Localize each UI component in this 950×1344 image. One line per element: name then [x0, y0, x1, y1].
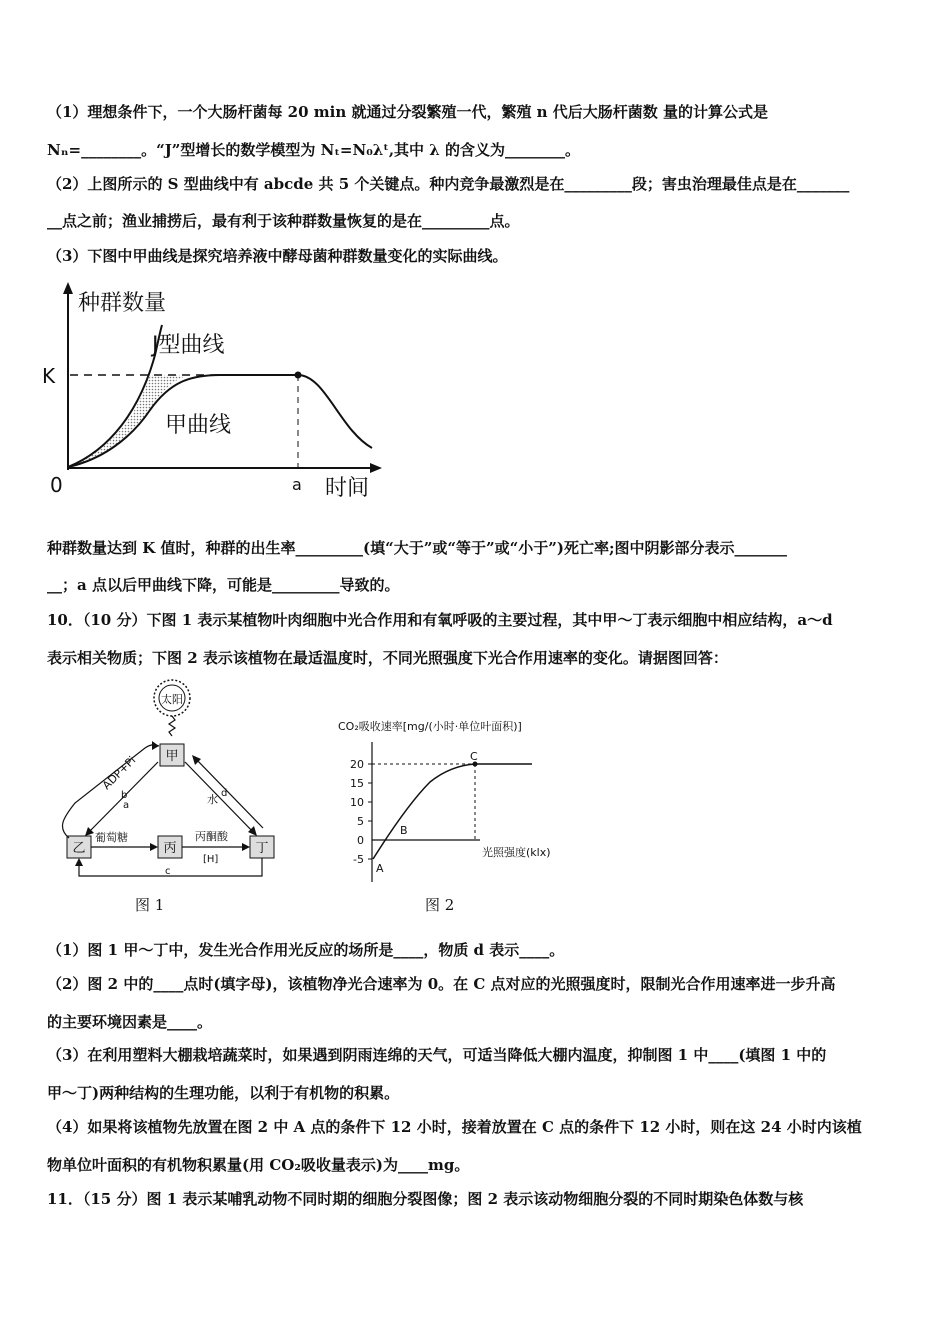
label-pyruvate: 丙酮酸	[195, 830, 228, 843]
graph1-k-label: K	[42, 364, 56, 388]
q9-part3-line: （3）下图中甲曲线是探究培养液中酵母菌种群数量变化的实际曲线。	[47, 247, 508, 265]
fig2-point-b: B	[400, 824, 408, 837]
fig2-xlabel: 光照强度(klx)	[482, 846, 551, 859]
population-growth-graph	[40, 280, 400, 510]
arrowhead-adp	[152, 741, 159, 750]
light-response-graph	[320, 712, 580, 892]
cell-process-diagram	[55, 678, 295, 893]
q10-part2-line2: 的主要环境因素是____。	[47, 1013, 213, 1031]
q10-intro-line1: 10．（10 分）下图 1 表示某植物叶肉细胞中光合作用和有氧呼吸的主要过程，其中甲～丁表示细胞中相应结构，a～d	[47, 611, 833, 629]
q10-part3-line1: （3）在利用塑料大棚栽培蔬菜时，如果遇到阴雨连绵的天气，可适当降低大棚内温度，抑制图 1 中____(填图 1 中的	[47, 1046, 827, 1064]
fig2-caption: 图 2	[425, 896, 455, 914]
arrow-c-path	[79, 858, 262, 876]
fig2-curve	[373, 764, 532, 859]
tick-10: 10	[350, 796, 364, 809]
fig2-ylabel: CO₂吸收速率[mg/(小时·单位叶面积)]	[338, 720, 522, 733]
q10-part2-line1: （2）图 2 中的____点时(填字母)，该植物净光合速率为 0。在 C 点对应的光照强度时，限制光合作用速率进一步升高	[47, 975, 836, 993]
label-water: 水	[207, 793, 218, 806]
box-jia-label: 甲	[165, 749, 179, 764]
q10-part4-line1: （4）如果将该植物先放置在图 2 中 A 点的条件下 12 小时，接着放置在 C 点的条件下 12 小时，则在这 24 小时内该植	[47, 1118, 862, 1136]
fig2-point-c: C	[470, 750, 478, 763]
arrowhead-yi-to-bing	[150, 843, 158, 851]
label-h: [H]	[203, 854, 219, 865]
fig1-caption: 图 1	[135, 896, 165, 914]
q9-part1-line1: （1）理想条件下，一个大肠杆菌每 20 min 就通过分裂繁殖一代，繁殖 n 代后大肠杆菌数 量的计算公式是	[47, 103, 769, 121]
q10-part4-line2: 物单位叶面积的有机物积累量(用 CO₂吸收量表示)为____mg。	[47, 1156, 470, 1174]
box-ding-label: 丁	[255, 841, 269, 856]
y-axis-arrow-icon	[63, 282, 73, 294]
arrow-jia-to-ding	[185, 762, 255, 834]
label-c: c	[165, 866, 171, 877]
graph1-origin: 0	[50, 473, 63, 497]
box-bing-label: 丙	[163, 841, 177, 856]
fig2-ticks	[368, 764, 372, 859]
light-zigzag-icon	[169, 716, 175, 736]
jia-curve-label: 甲曲线	[165, 413, 232, 438]
sun-label: 太阳	[161, 693, 183, 706]
a-point-marker	[295, 372, 302, 379]
j-curve-label: J型曲线	[152, 333, 225, 358]
arrowhead-bing-to-ding	[242, 843, 250, 851]
q9-part3-question-line2: __；a 点以后甲曲线下降，可能是_________导致的。	[47, 576, 400, 594]
box-yi-label: 乙	[72, 841, 86, 856]
label-a: a	[123, 800, 130, 811]
graph1-a-label: a	[292, 475, 302, 494]
label-b: b	[121, 790, 128, 801]
q10-part1: （1）图 1 甲～丁中，发生光合作用光反应的场所是____，物质 d 表示____。	[47, 941, 565, 959]
fig2-point-a: A	[376, 862, 384, 875]
q11-intro: 11．（15 分）图 1 表示某哺乳动物不同时期的细胞分裂图像；图 2 表示该动物细胞分裂的不同时期染色体数与核	[47, 1190, 804, 1208]
q10-intro-line2: 表示相关物质；下图 2 表示该植物在最适温度时，不同光照强度下光合作用速率的变化。请据图回答：	[47, 649, 728, 667]
graph1-xlabel: 时间	[325, 476, 370, 501]
arrow-ding-to-jia	[195, 758, 263, 828]
label-d: d	[221, 788, 228, 799]
q9-part1-line2: Nₙ=________。“J”型增长的数学模型为 Nₜ=N₀λᵗ,其中 λ 的含义为________。	[47, 141, 581, 159]
arrowhead-c	[75, 858, 83, 866]
graph1-ylabel: 种群数量	[78, 291, 167, 316]
q9-part3-question-line1: 种群数量达到 K 值时，种群的出生率_________(填“大于”或“等于”或“小于”)死亡率;图中阴影部分表示_______	[47, 539, 787, 557]
label-glucose: 葡萄糖	[95, 831, 128, 844]
tick-15: 15	[350, 777, 364, 790]
arrow-adp-outer	[62, 745, 159, 838]
label-adp: ADP+Pi	[99, 753, 139, 793]
q10-part3-line2: 甲～丁)两种结构的生理功能，以利于有机物的积累。	[47, 1084, 400, 1102]
tick-0: 0	[357, 834, 364, 847]
tick-neg5: -5	[353, 853, 364, 866]
tick-5: 5	[357, 815, 364, 828]
x-axis-arrow-icon	[370, 463, 382, 473]
tick-20: 20	[350, 758, 364, 771]
q9-part2-line2: __点之前；渔业捕捞后，最有利于该种群数量恢复的是在_________点。	[47, 212, 520, 230]
q9-part2-line1: （2）上图所示的 S 型曲线中有 abcde 共 5 个关键点。种内竞争最激烈是在_________段；害虫治理最佳点是在_______	[47, 175, 850, 193]
